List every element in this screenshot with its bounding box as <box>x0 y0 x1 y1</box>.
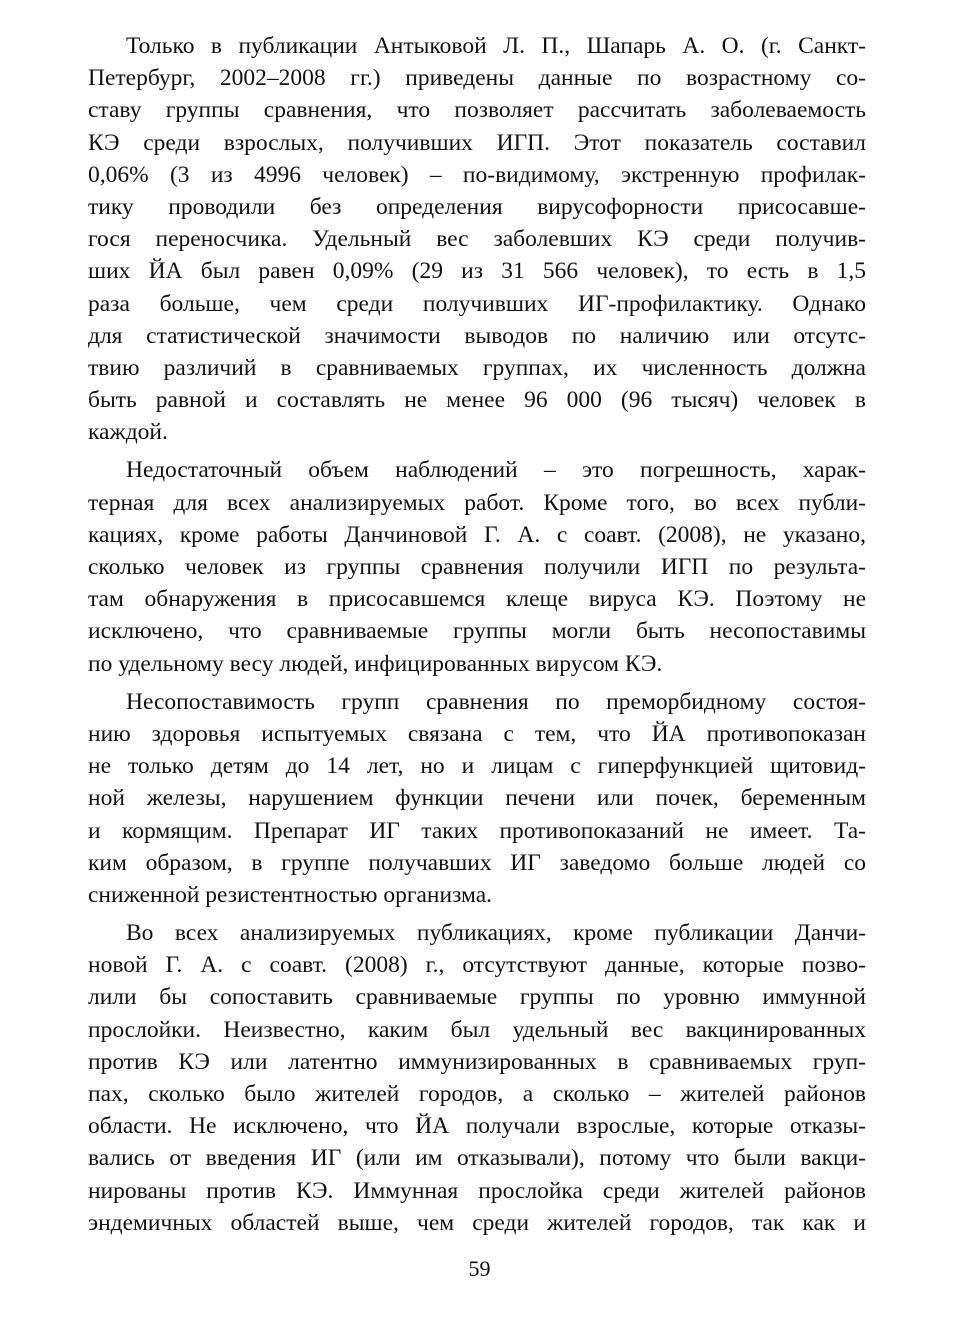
text-line: нию здоровья испытуемых связана с тем, что ЙА противопоказан <box>88 720 866 747</box>
text-line: быть равной и составлять не менее 96 000 (96 тысяч) человек в <box>88 387 866 414</box>
text-line: ших ЙА был равен 0,09% (29 из 31 566 человек), то есть в 1,5 <box>88 258 866 285</box>
text-line: КЭ среди взрослых, получивших ИГП. Этот показатель составил <box>88 129 866 156</box>
text-line: 0,06% (3 из 4996 человек) – по-видимому, экстренную профилак- <box>88 161 866 188</box>
text-line: эндемичных областей выше, чем среди жителей городов, так как и <box>88 1209 866 1236</box>
text-line: кациях, кроме работы Данчиновой Г. А. с соавт. (2008), не указано, <box>88 521 866 548</box>
text-line: гося переносчика. Удельный вес заболевших КЭ среди получив- <box>88 226 866 253</box>
text-line: тику проводили без определения вирусофорности присосавше- <box>88 193 866 220</box>
text-line: нированы против КЭ. Иммунная прослойка среди жителей районов <box>88 1177 866 1204</box>
page-number: 59 <box>468 1256 491 1281</box>
text-line: ким образом, в группе получавших ИГ заведомо больше людей со <box>88 849 866 876</box>
text-line: не только детям до 14 лет, но и лицам с гиперфункцией щитовид- <box>88 753 866 780</box>
page-body <box>88 30 866 1245</box>
text-line: против КЭ или латентно иммунизированных в сравниваемых груп- <box>88 1048 866 1075</box>
text-line: лили бы сопоставить сравниваемые группы по уровню иммунной <box>88 984 866 1011</box>
paragraph-1 <box>88 30 866 448</box>
text-line: и кормящим. Препарат ИГ таких противопоказаний не имеет. Та- <box>88 817 866 844</box>
text-line: терная для всех анализируемых работ. Кроме того, во всех публи- <box>88 489 866 516</box>
text-line: каждой. <box>88 419 168 446</box>
text-line: вались от введения ИГ (или им отказывали), потому что были вакци- <box>88 1145 866 1172</box>
text-line: сколько человек из группы сравнения получили ИГП по результа- <box>88 554 866 580</box>
text-line: новой Г. А. с соавт. (2008) г., отсутствуют данные, которые позво- <box>88 952 866 979</box>
text-line: Петербург, 2002–2008 гг.) приведены данные по возрастному со- <box>88 65 866 92</box>
text-line: исключено, что сравниваемые группы могли быть несопоставимы <box>88 618 866 645</box>
text-line: пах, сколько было жителей городов, а сколько – жителей районов <box>88 1081 866 1107</box>
text-line: Только в публикации Антыковой Л. П., Шапарь А. О. (г. Санкт- <box>126 33 866 59</box>
text-line: Во всех анализируемых публикациях, кроме публикации Данчи- <box>126 920 866 947</box>
text-line: Несопоставимость групп сравнения по преморбидному состоя- <box>126 688 866 715</box>
text-line: прослойки. Неизвестно, каким был удельный вес вакцинированных <box>88 1016 866 1043</box>
text-line: раза больше, чем среди получивших ИГ-профилактику. Однако <box>88 290 866 317</box>
text-line: ставу группы сравнения, что позволяет рассчитать заболеваемость <box>88 97 866 124</box>
text-line: там обнаружения в присосавшемся клеще вируса КЭ. Поэтому не <box>88 586 866 613</box>
text-line: области. Не исключено, что ЙА получали взрослые, которые отказы- <box>88 1113 866 1140</box>
paragraph-3 <box>88 686 866 911</box>
text-line: твию различий в сравниваемых группах, их численность должна <box>88 354 866 381</box>
text-line: ной железы, нарушением функции печени или почек, беременным <box>88 785 866 812</box>
text-line: Недостаточный объем наблюдений – это погрешность, харак- <box>126 457 866 484</box>
text-line: сниженной резистентностью организма. <box>88 881 493 908</box>
text-line: по удельному весу людей, инфицированных вирусом КЭ. <box>88 650 663 677</box>
text-line: для статистической значимости выводов по наличию или отсутс- <box>88 322 866 349</box>
paragraph-4 <box>88 917 866 1239</box>
paragraph-2 <box>88 454 866 679</box>
